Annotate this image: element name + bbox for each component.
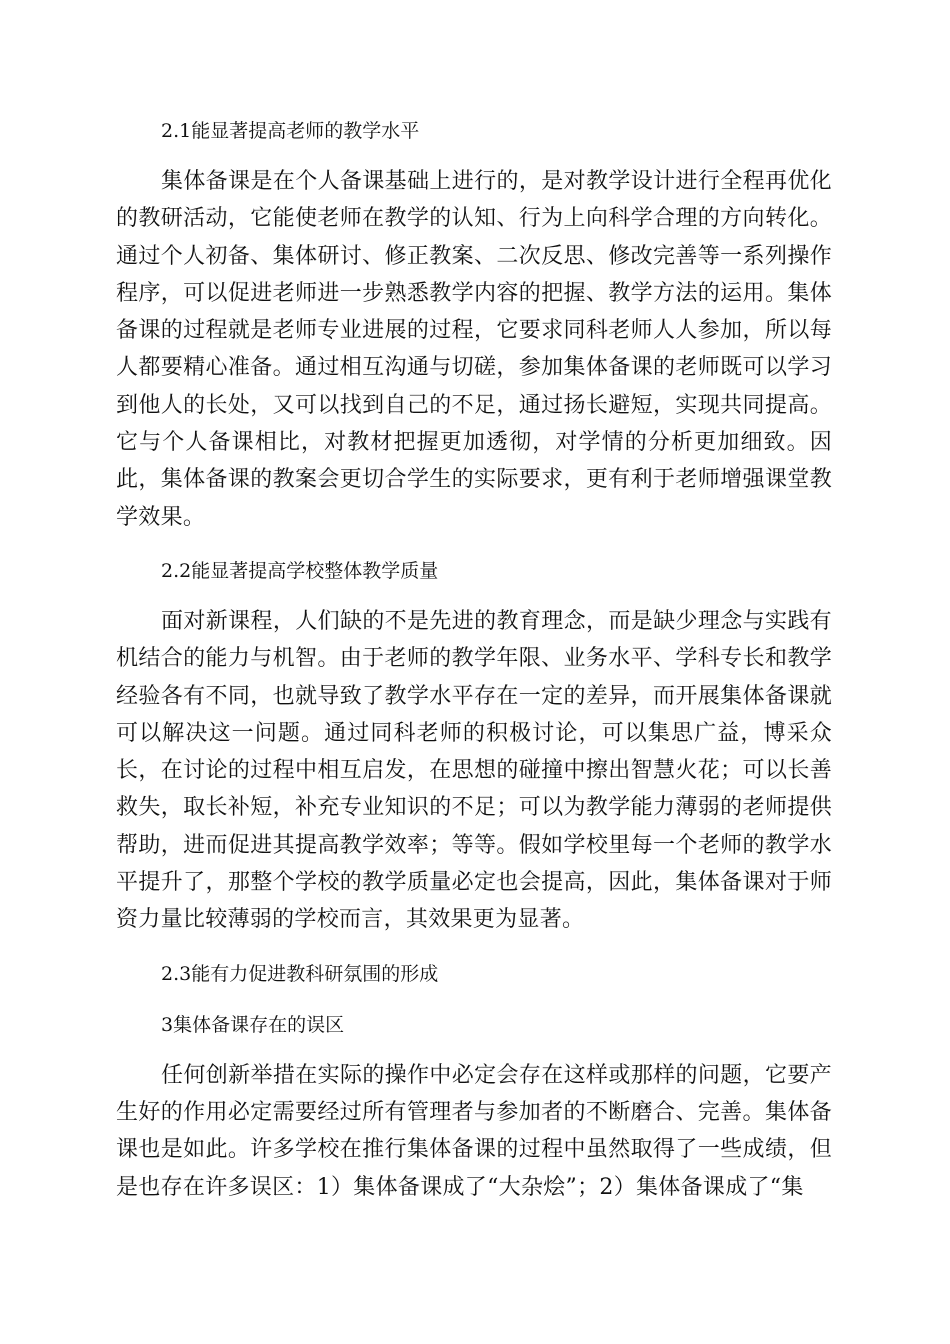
section-heading-2-1: 2.1能显著提高老师的教学水平: [161, 120, 420, 142]
paragraph-misconceptions: 任何创新举措在实际的操作中必定会存在这样或那样的问题，它要产生好的作用必定需要经过所有管理者与参加者的不断磨合、完善。集体备课也是如此。许多学校在推行集体备课的过程中虽然取得了一些成绩，但是也存在许多误区：1）集体备课成了“大杂烩”；2）集体备课成了“集: [116, 1062, 832, 1200]
document-page: [116, 112, 832, 1222]
section-heading-3: 3集体备课存在的误区: [161, 1013, 345, 1036]
paragraph-teaching-quality: 面对新课程，人们缺的不是先进的教育理念，而是缺少理念与实践有机结合的能力与机智。由于老师的教学年限、业务水平、学科专长和教学经验各有不同，也就导致了教学水平存在一定的差异，而开展集体备课就可以解决这一问题。通过同科老师的积极讨论，可以集思广益，博采众长，在讨论的过程中相互启发，在思想的碰撞中擦出智慧火花；可以长善救失，取长补短，补充专业知识的不足；可以为教学能力薄弱的老师提供帮助，进而促进其提高教学效率；等等。假如学校里每一个老师的教学水平提升了，那整个学校的教学质量必定也会提高，因此，集体备课对于师资力量比较薄弱的学校而言，其效果更为显著。: [116, 608, 832, 933]
paragraph-teaching-level: 集体备课是在个人备课基础上进行的，是对教学设计进行全程再优化的教研活动，它能使老师在教学的认知、行为上向科学合理的方向转化。通过个人初备、集体研讨、修正教案、二次反思、修改完善等一系列操作程序，可以促进老师进一步熟悉教学内容的把握、教学方法的运用。集体备课的过程就是老师专业进展的过程，它要求同科老师人人参加，所以每人都要精心准备。通过相互沟通与切磋，参加集体备课的老师既可以学习到他人的长处，又可以找到自己的不足，通过扬长避短，实现共同提高。它与个人备课相比，对教材把握更加透彻，对学情的分析更加细致。因此，集体备课的教案会更切合学生的实际要求，更有利于老师增强课堂教学效果。: [116, 169, 832, 530]
section-heading-2-3: 2.3能有力促进教科研氛围的形成: [161, 962, 439, 985]
section-heading-2-2: 2.2能显著提高学校整体教学质量: [161, 559, 439, 582]
